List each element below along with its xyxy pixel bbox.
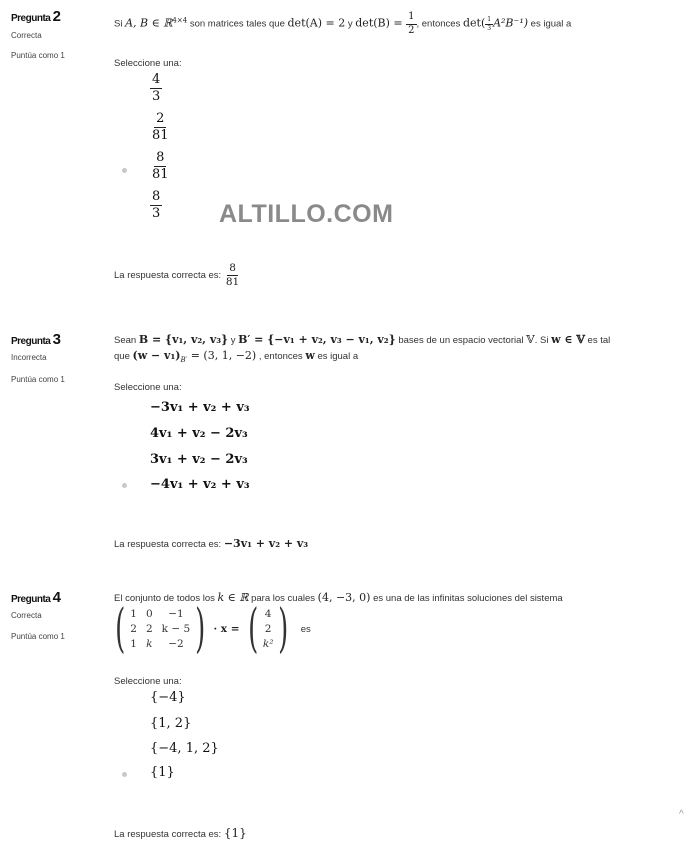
question-score: Puntúa como 1 xyxy=(11,375,65,384)
option-3[interactable]: 3v₁ + v₂ − 2v₃ xyxy=(150,452,248,467)
matrix-cell: 2 xyxy=(145,623,153,635)
correct-answer: La respuesta correcta es: {1} xyxy=(114,826,247,840)
vector-cell: k² xyxy=(262,638,274,650)
question-status: Incorrecta xyxy=(11,353,47,362)
option-1[interactable]: −3v₁ + v₂ + v₃ xyxy=(150,400,250,415)
matrix-cell: k − 5 xyxy=(161,623,191,635)
coefficient-matrix: ( 1 0 −1 2 2 k − 5 1 k −2 ) xyxy=(115,599,206,659)
select-label: Seleccione una: xyxy=(114,382,182,393)
question-number: Pregunta 4 xyxy=(11,589,61,606)
radio-selected[interactable] xyxy=(122,772,127,777)
question-score: Puntúa como 1 xyxy=(11,632,65,641)
matrix-cell: 1 xyxy=(130,608,137,620)
vector-cell: 2 xyxy=(264,623,272,635)
option-4[interactable]: {1} xyxy=(150,765,175,780)
radio-selected[interactable] xyxy=(122,483,127,488)
matrix-cell: −1 xyxy=(168,608,184,620)
question-score: Puntúa como 1 xyxy=(11,51,65,60)
rhs-vector: ( 4 2 k² ) xyxy=(247,599,289,659)
select-label: Seleccione una: xyxy=(114,58,182,69)
watermark-logo: ALTILLO.COM xyxy=(219,200,394,228)
option-1[interactable]: $\frac{4}{3}$ xyxy=(152,72,161,105)
matrix-cell: k xyxy=(146,638,153,650)
question-status: Correcta xyxy=(11,611,42,620)
radio-selected[interactable] xyxy=(122,168,127,173)
vector-cell: 4 xyxy=(264,608,272,620)
option-3[interactable]: $\frac{8}{81}$ xyxy=(152,150,169,183)
select-label: Seleccione una: xyxy=(114,676,182,687)
correct-answer: La respuesta correcta es: $\frac{8}{81}$ xyxy=(114,262,240,289)
matrix-cell: −2 xyxy=(168,638,184,650)
question-status: Correcta xyxy=(11,31,42,40)
option-2[interactable]: {1, 2} xyxy=(150,716,192,731)
option-4[interactable]: −4v₁ + v₂ + v₃ xyxy=(150,477,250,492)
option-2[interactable]: 4v₁ + v₂ − 2v₃ xyxy=(150,426,248,441)
question-number: Pregunta 3 xyxy=(11,331,61,348)
option-3[interactable]: {−4, 1, 2} xyxy=(150,741,219,756)
question-text-line2: que $(w - v_1)_{B'} = (3$, 1, −2) , entonces w es igual a xyxy=(114,349,359,364)
system-equation xyxy=(110,599,311,659)
correct-answer: La respuesta correcta es: −3v₁ + v₂ + v₃ xyxy=(114,537,309,550)
option-4[interactable]: $\frac{8}{3}$ xyxy=(152,189,161,222)
question-text: Si A, B ∈ ℝ$^{4\times 4}$ son matrices tales que det(A) = 2 y det(B) = $\frac{1}{2}$ , entonces det( $\frac{1}{3}$ A²B⁻¹) es igual a xyxy=(114,11,572,36)
matrix-cell: 1 xyxy=(130,638,137,650)
question-text: El conjunto de todos los k ∈ ℝ para los cuales (4, −3, 0) es una de las infinitas soluciones del sistema xyxy=(114,591,563,604)
question-text-line1: Sean B = {v₁, v₂, v₃} y B′ = {−v₁ + v₂, v₃ − v₁, v₂} bases de un espacio vectorial 𝕍. Si w ∈ 𝕍 es tal xyxy=(114,333,611,346)
option-2[interactable]: $\frac{2}{81}$ xyxy=(152,111,169,144)
option-1[interactable]: {−4} xyxy=(150,690,186,705)
question-number: Pregunta 2 xyxy=(11,8,61,25)
dot-x-equals: · x = xyxy=(213,623,240,635)
matrix-cell: 2 xyxy=(130,623,137,635)
matrix-cell: 0 xyxy=(145,608,153,620)
scroll-to-top-icon[interactable]: ^ xyxy=(679,809,684,820)
question-text-end: es xyxy=(300,623,311,635)
